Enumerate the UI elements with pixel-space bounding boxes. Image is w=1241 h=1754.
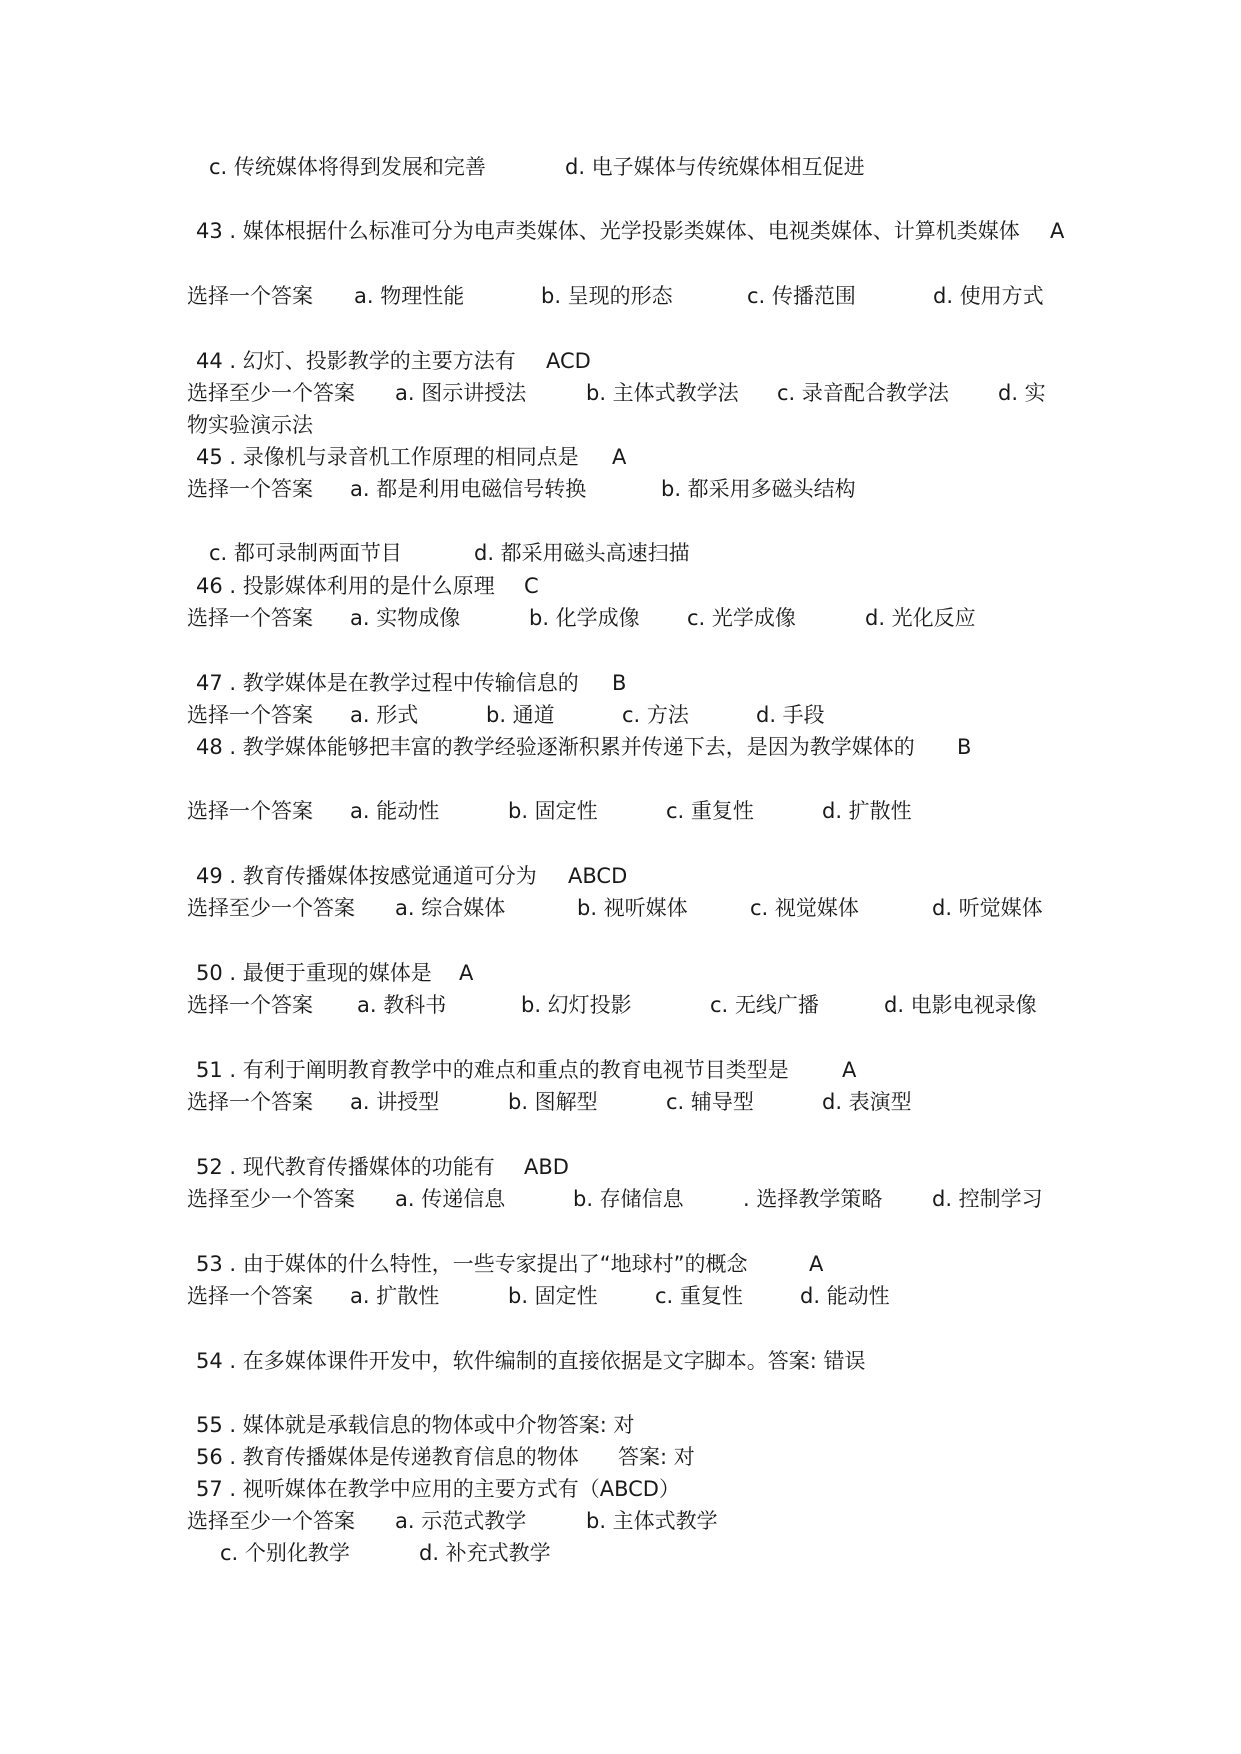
text-segment: b. 图解型 <box>508 1090 598 1114</box>
text-segment: b. 呈现的形态 <box>541 284 673 308</box>
text-segment: c. 传统媒体将得到发展和完善 <box>209 155 486 179</box>
text-segment: c. 方法 <box>622 703 689 727</box>
text-segment: d. 听觉媒体 <box>932 896 1043 920</box>
text-segment: b. 幻灯投影 <box>521 993 632 1017</box>
text-segment: a. 讲授型 <box>350 1090 440 1114</box>
text-segment: b. 主体式教学 <box>586 1509 718 1533</box>
text-segment: 选择一个答案 <box>187 1284 313 1308</box>
text-segment: b. 通道 <box>486 703 555 727</box>
text-segment: d. 光化反应 <box>865 606 976 630</box>
text-segment: 选择一个答案 <box>187 799 313 823</box>
text-segment: d. 电影电视录像 <box>884 993 1037 1017</box>
text-segment: 选择一个答案 <box>187 703 313 727</box>
text-segment: a. 物理性能 <box>354 284 465 308</box>
text-segment: b. 化学成像 <box>529 606 640 630</box>
text-segment: 56 . 教育传播媒体是传递教育信息的物体 <box>196 1445 579 1469</box>
text-segment: c. 重复性 <box>655 1284 743 1308</box>
text-segment: A <box>612 445 627 469</box>
text-segment: C <box>524 574 539 598</box>
text-segment: c. 个别化教学 <box>220 1541 350 1565</box>
text-segment: a. 示范式教学 <box>395 1509 527 1533</box>
text-segment: ABCD <box>568 864 628 888</box>
text-segment: a. 综合媒体 <box>395 896 506 920</box>
text-segment: d. 扩散性 <box>822 799 912 823</box>
text-segment: a. 都是利用电磁信号转换 <box>350 477 587 501</box>
text-segment: 43 . 媒体根据什么标准可分为电声类媒体、光学投影类媒体、电视类媒体、计算机类媒体 <box>196 219 1020 243</box>
text-segment: d. 电子媒体与传统媒体相互促进 <box>565 155 865 179</box>
text-segment: B <box>612 671 627 695</box>
text-segment: c. 无线广播 <box>710 993 819 1017</box>
text-segment: a. 图示讲授法 <box>395 381 527 405</box>
text-segment: . 选择教学策略 <box>743 1187 883 1211</box>
text-segment: c. 视觉媒体 <box>750 896 859 920</box>
text-segment: 51 . 有利于阐明教育教学中的难点和重点的教育电视节目类型是 <box>196 1058 789 1082</box>
text-segment: d. 表演型 <box>822 1090 912 1114</box>
text-segment: A <box>459 961 474 985</box>
text-segment: b. 都采用多磁头结构 <box>661 477 856 501</box>
text-segment: 55 . 媒体就是承载信息的物体或中介物答案: 对 <box>196 1413 635 1437</box>
text-segment: A <box>842 1058 857 1082</box>
text-segment: A <box>809 1252 824 1276</box>
text-segment: d. 使用方式 <box>933 284 1044 308</box>
text-segment: 44 . 幻灯、投影教学的主要方法有 <box>196 349 516 373</box>
text-segment: c. 辅导型 <box>666 1090 754 1114</box>
text-segment: a. 能动性 <box>350 799 440 823</box>
text-segment: 选择一个答案 <box>187 993 313 1017</box>
text-segment: 选择至少一个答案 <box>187 381 355 405</box>
text-segment: 54 . 在多媒体课件开发中，软件编制的直接依据是文字脚本。答案: 错误 <box>196 1349 866 1373</box>
text-segment: a. 传递信息 <box>395 1187 506 1211</box>
text-segment: b. 存储信息 <box>573 1187 684 1211</box>
text-segment: b. 固定性 <box>508 799 598 823</box>
text-segment: 物实验演示法 <box>187 413 313 437</box>
text-segment: 53 . 由于媒体的什么特性，一些专家提出了“地球村”的概念 <box>196 1252 748 1276</box>
text-segment: a. 扩散性 <box>350 1284 440 1308</box>
text-segment: d. 能动性 <box>800 1284 890 1308</box>
text-segment: B <box>957 735 972 759</box>
text-segment: c. 都可录制两面节目 <box>209 541 402 565</box>
text-segment: d. 补充式教学 <box>419 1541 551 1565</box>
text-segment: A <box>1050 219 1065 243</box>
text-segment: c. 传播范围 <box>747 284 856 308</box>
text-segment: b. 视听媒体 <box>577 896 688 920</box>
text-segment: 选择至少一个答案 <box>187 1509 355 1533</box>
text-segment: 47 . 教学媒体是在教学过程中传输信息的 <box>196 671 579 695</box>
text-segment: 选择一个答案 <box>187 1090 313 1114</box>
text-segment: d. 都采用磁头高速扫描 <box>474 541 690 565</box>
text-segment: 49 . 教育传播媒体按感觉通道可分为 <box>196 864 537 888</box>
text-segment: 48 . 教学媒体能够把丰富的教学经验逐渐积累并传递下去，是因为教学媒体的 <box>196 735 915 759</box>
text-segment: 选择一个答案 <box>187 477 313 501</box>
text-segment: 选择至少一个答案 <box>187 1187 355 1211</box>
text-segment: d. 控制学习 <box>932 1187 1043 1211</box>
text-segment: 45 . 录像机与录音机工作原理的相同点是 <box>196 445 579 469</box>
text-segment: 答案: 对 <box>618 1445 695 1469</box>
text-segment: d. 手段 <box>756 703 825 727</box>
text-segment: 57 . 视听媒体在教学中应用的主要方式有（ABCD） <box>196 1477 680 1501</box>
text-segment: 选择至少一个答案 <box>187 896 355 920</box>
text-segment: a. 教科书 <box>357 993 447 1017</box>
text-segment: c. 光学成像 <box>687 606 796 630</box>
text-segment: 46 . 投影媒体利用的是什么原理 <box>196 574 495 598</box>
text-segment: c. 重复性 <box>666 799 754 823</box>
text-segment: ABD <box>524 1155 569 1179</box>
text-segment: ACD <box>546 349 591 373</box>
text-segment: 50 . 最便于重现的媒体是 <box>196 961 432 985</box>
text-segment: 选择一个答案 <box>187 606 313 630</box>
text-segment: 52 . 现代教育传播媒体的功能有 <box>196 1155 495 1179</box>
text-segment: a. 实物成像 <box>350 606 461 630</box>
text-segment: c. 录音配合教学法 <box>777 381 949 405</box>
text-segment: b. 固定性 <box>508 1284 598 1308</box>
text-segment: a. 形式 <box>350 703 419 727</box>
text-segment: d. 实 <box>998 381 1046 405</box>
text-segment: 选择一个答案 <box>187 284 313 308</box>
text-segment: b. 主体式教学法 <box>586 381 739 405</box>
